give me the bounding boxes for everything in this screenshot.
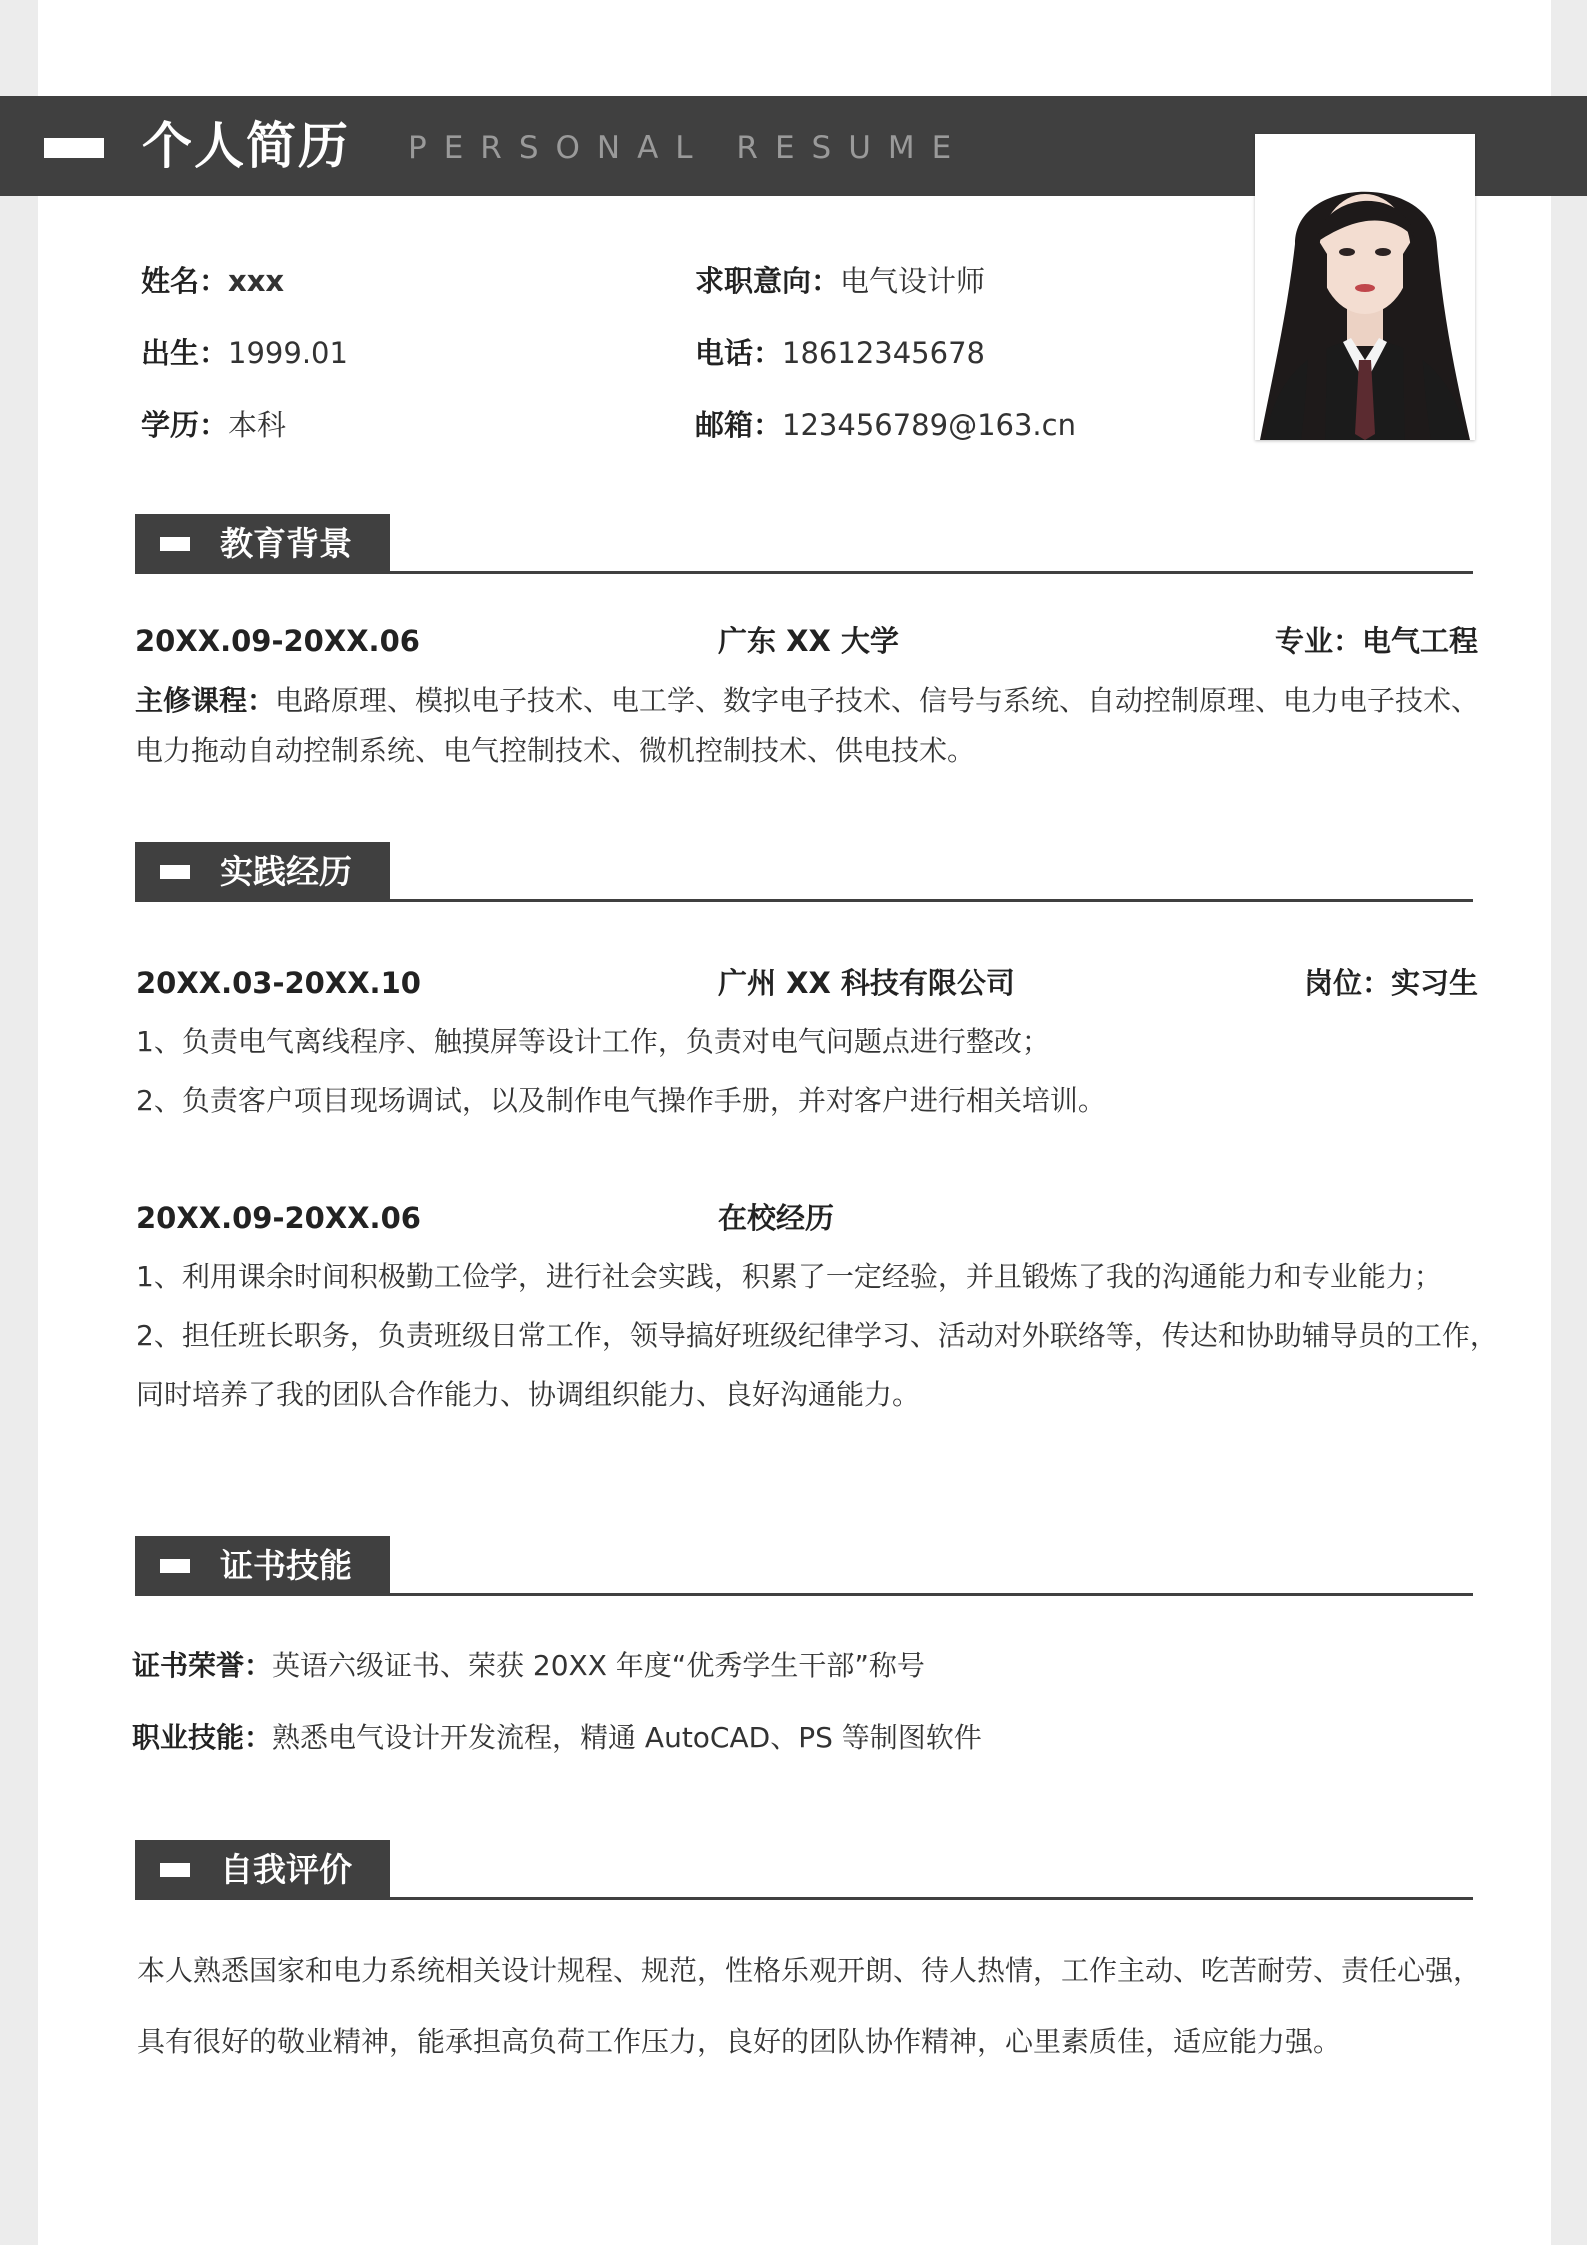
job2-line3: 同时培养了我的团队合作能力、协调组织能力、良好沟通能力。	[136, 1378, 921, 1411]
education-label: 学历：	[141, 408, 229, 442]
intent-value: 电气设计师	[840, 264, 986, 298]
email-value: 123456789@163.cn	[782, 408, 1076, 442]
self-eval-line1: 本人熟悉国家和电力系统相关设计规程、规范，性格乐观开朗、待人热情，工作主动、吃苦耐劳、责任心强，	[137, 1954, 1482, 1987]
phone-label: 电话：	[695, 336, 783, 370]
courses-text: 电路原理、模拟电子技术、电工学、数字电子技术、信号与系统、自动控制原理、电力电子技术、	[275, 684, 1480, 717]
section-title: 自我评价	[220, 1850, 352, 1889]
section-header-skills	[135, 1536, 390, 1596]
section-bar-icon	[160, 865, 190, 879]
skill-text: 熟悉电气设计开发流程，精通 AutoCAD、PS 等制图软件	[272, 1721, 982, 1754]
section-title: 实践经历	[220, 852, 352, 891]
section-title: 证书技能	[220, 1546, 352, 1585]
page-subtitle: PERSONAL RESUME	[408, 130, 969, 166]
job1-position: 岗位：实习生	[1304, 966, 1479, 1000]
job1-company: 广州 XX 科技有限公司	[718, 966, 1015, 1000]
education-value: 本科	[228, 408, 287, 442]
info-phone	[695, 333, 985, 373]
job1-line1: 1、负责电气离线程序、触摸屏等设计工作，负责对电气问题点进行整改；	[136, 1025, 1050, 1058]
page-title: 个人简历	[142, 117, 350, 175]
job2-period: 20XX.09-20XX.06	[136, 1201, 421, 1235]
courses-label: 主修课程：	[135, 684, 276, 717]
email-label: 邮箱：	[695, 408, 783, 442]
info-name	[141, 261, 284, 301]
section-bar-icon	[160, 537, 190, 551]
skill-label: 职业技能：	[132, 1721, 273, 1754]
section-header-education	[135, 514, 390, 574]
job2-line1: 1、利用课余时间积极勤工俭学，进行社会实践，积累了一定经验，并且锻炼了我的沟通能力和专业能力；	[136, 1260, 1442, 1293]
intent-label: 求职意向：	[695, 264, 841, 298]
profile-photo	[1255, 134, 1475, 440]
job2-org: 在校经历	[718, 1201, 835, 1235]
section-header-practice	[135, 842, 390, 902]
edu-school: 广东 XX 大学	[718, 624, 899, 658]
edu-courses-line1	[135, 681, 1479, 721]
job1-period: 20XX.03-20XX.10	[136, 966, 421, 1000]
cert-text: 英语六级证书、荣获 20XX 年度“优秀学生干部”称号	[272, 1649, 925, 1682]
skills-skill	[132, 1718, 982, 1758]
cert-label: 证书荣誉：	[132, 1649, 273, 1682]
section-divider	[390, 1593, 1473, 1596]
section-title: 教育背景	[220, 524, 352, 563]
info-birth	[141, 333, 348, 373]
edu-courses-line2: 电力拖动自动控制系统、电气控制技术、微机控制技术、供电技术。	[135, 734, 976, 767]
birth-value: 1999.01	[228, 336, 348, 370]
section-header-self-eval	[135, 1840, 390, 1900]
info-intent	[695, 261, 985, 301]
section-divider	[390, 571, 1473, 574]
section-bar-icon	[160, 1863, 190, 1877]
name-label: 姓名：	[141, 264, 229, 298]
birth-label: 出生：	[141, 336, 229, 370]
section-divider	[390, 899, 1473, 902]
info-email	[695, 405, 1076, 445]
phone-value: 18612345678	[782, 336, 985, 370]
name-value: xxx	[228, 264, 285, 298]
job2-line2: 2、担任班长职务，负责班级日常工作，领导搞好班级纪律学习、活动对外联络等，传达和协助辅导员的工作，	[136, 1319, 1498, 1352]
edu-period: 20XX.09-20XX.06	[135, 624, 420, 658]
info-education	[141, 405, 286, 445]
section-divider	[390, 1897, 1473, 1900]
edu-major: 专业：电气工程	[1275, 624, 1479, 658]
header-bar-icon	[44, 138, 104, 158]
section-bar-icon	[160, 1559, 190, 1573]
job1-line2: 2、负责客户项目现场调试，以及制作电气操作手册，并对客户进行相关培训。	[136, 1084, 1106, 1117]
skills-cert	[132, 1646, 925, 1686]
self-eval-line2: 具有很好的敬业精神，能承担高负荷工作压力，良好的团队协作精神，心里素质佳，适应能力强。	[137, 2025, 1342, 2058]
